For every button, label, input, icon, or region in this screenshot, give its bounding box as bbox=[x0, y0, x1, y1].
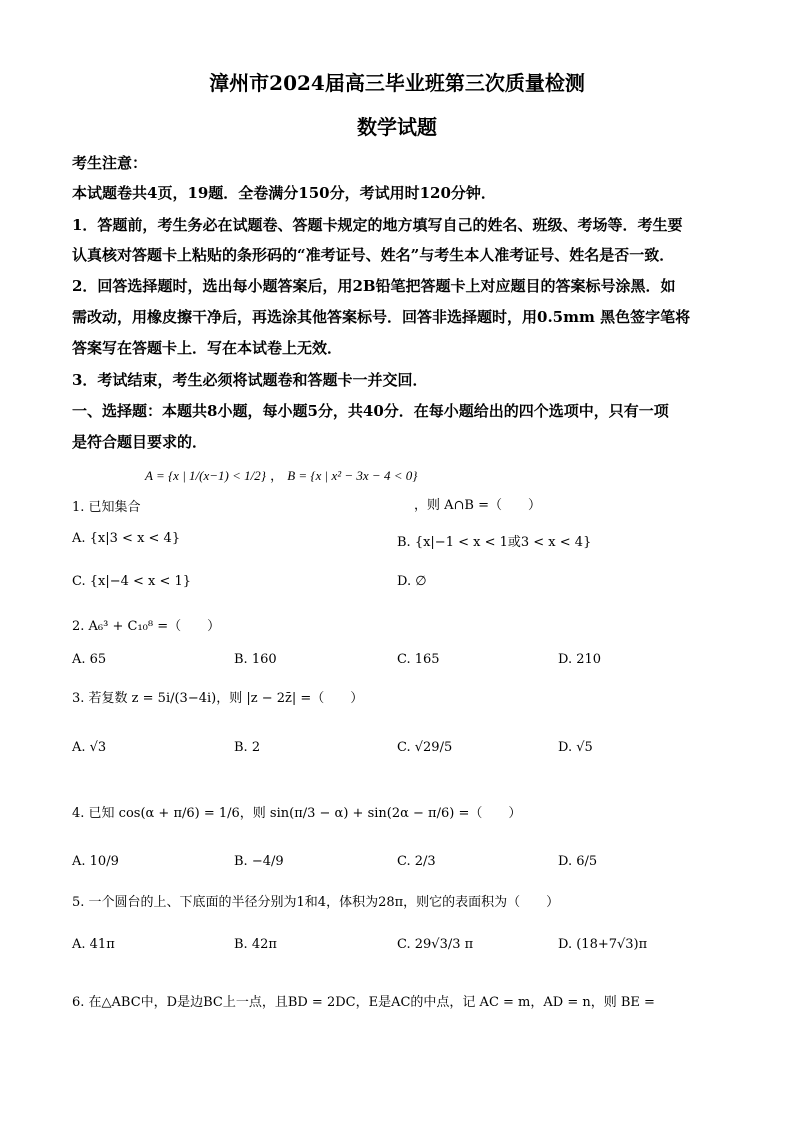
q3-option-c: C. √29/5 bbox=[397, 740, 453, 755]
q1-option-c: C. {x|−4 < x < 1} bbox=[72, 574, 192, 589]
notice-heading: 考生注意： bbox=[72, 154, 148, 172]
q5-option-c: C. 29√3/3 π bbox=[397, 937, 474, 952]
exam-title: 漳州市2024届高三毕业班第三次质量检测 bbox=[209, 71, 585, 95]
q4-option-b: B. −4/9 bbox=[234, 854, 284, 869]
q1-prefix: 1. 已知集合 bbox=[72, 500, 141, 515]
q4-stem: 4. 已知 cos(α + π/6) = 1/6，则 sin(π/3 − α) + sin(2α − π/6) =（ ） bbox=[72, 806, 522, 821]
q4-option-d: D. 6/5 bbox=[558, 854, 598, 869]
q1-option-b: B. {x|−1 < x < 1或3 < x < 4} bbox=[397, 535, 592, 550]
q3-option-a: A. √3 bbox=[72, 740, 107, 755]
q2-option-b: B. 160 bbox=[234, 652, 277, 667]
section-heading: 是符合题目要求的． bbox=[72, 433, 208, 451]
q2-option-c: C. 165 bbox=[397, 652, 440, 667]
section-heading: 一、选择题：本题共8小题，每小题5分，共40分．在每小题给出的四个选项中，只有一项 bbox=[72, 402, 669, 420]
q5-option-d: D. (18+7√3)π bbox=[558, 937, 648, 952]
q5-option-a: A. 41π bbox=[72, 937, 115, 952]
notice-line: 3．考试结束，考生必须将试题卷和答题卡一并交回． bbox=[72, 371, 428, 389]
notice-line: 需改动，用橡皮擦干净后，再选涂其他答案标号．回答非选择题时，用0.5mm 黑色签字笔将 bbox=[72, 308, 691, 326]
q3-stem: 3. 若复数 z = 5i/(3−4i)，则 |z − 2z̄| =（ ） bbox=[72, 691, 364, 706]
notice-line: 认真核对答题卡上粘贴的条形码的“准考证号、姓名”与考生本人准考证号、姓名是否一致． bbox=[72, 246, 675, 264]
notice-line: 1．答题前，考生务必在试题卷、答题卡规定的地方填写自己的姓名、班级、考场等．考生要 bbox=[72, 216, 683, 234]
q6-stem: 6. 在△ABC中，D是边BC上一点，且BD = 2DC，E是AC的中点，记 AC = m，AD = n，则 BE = bbox=[72, 995, 655, 1010]
notice-line: 2．回答选择题时，选出每小题答案后，用2B铅笔把答题卡上对应题目的答案标号涂黑．如 bbox=[72, 277, 676, 295]
notice-line: 答案写在答题卡上．写在本试卷上无效． bbox=[72, 339, 343, 357]
q1-set-b: B = {x | x² − 3x − 4 < 0} bbox=[287, 468, 418, 483]
q5-option-b: B. 42π bbox=[234, 937, 277, 952]
q1-option-a: A. {x|3 < x < 4} bbox=[72, 531, 181, 546]
q2-option-d: D. 210 bbox=[558, 652, 602, 667]
q2-option-a: A. 65 bbox=[72, 652, 107, 667]
q1-suffix: ，则 A∩B =（ ） bbox=[414, 498, 541, 513]
q1-option-d: D. ∅ bbox=[397, 574, 427, 589]
q1-set-a: A = {x | 1/(x−1) < 1/2} bbox=[145, 468, 266, 483]
q3-option-b: B. 2 bbox=[234, 740, 261, 755]
q5-stem: 5. 一个圆台的上、下底面的半径分别为1和4，体积为28π，则它的表面积为（ ） bbox=[72, 895, 560, 910]
q2-stem: 2. A₆³ + C₁₀⁸ =（ ） bbox=[72, 619, 221, 634]
q4-option-c: C. 2/3 bbox=[397, 854, 436, 869]
q3-option-d: D. √5 bbox=[558, 740, 593, 755]
q4-option-a: A. 10/9 bbox=[72, 854, 119, 869]
q1-sets: A = {x | 1/(x−1) < 1/2} ， B = {x | x² − 3x − 4 < 0} bbox=[145, 468, 418, 483]
notice-line: 本试题卷共4页，19题．全卷满分150分，考试用时120分钟． bbox=[72, 184, 496, 202]
exam-subtitle: 数学试题 bbox=[357, 115, 437, 139]
